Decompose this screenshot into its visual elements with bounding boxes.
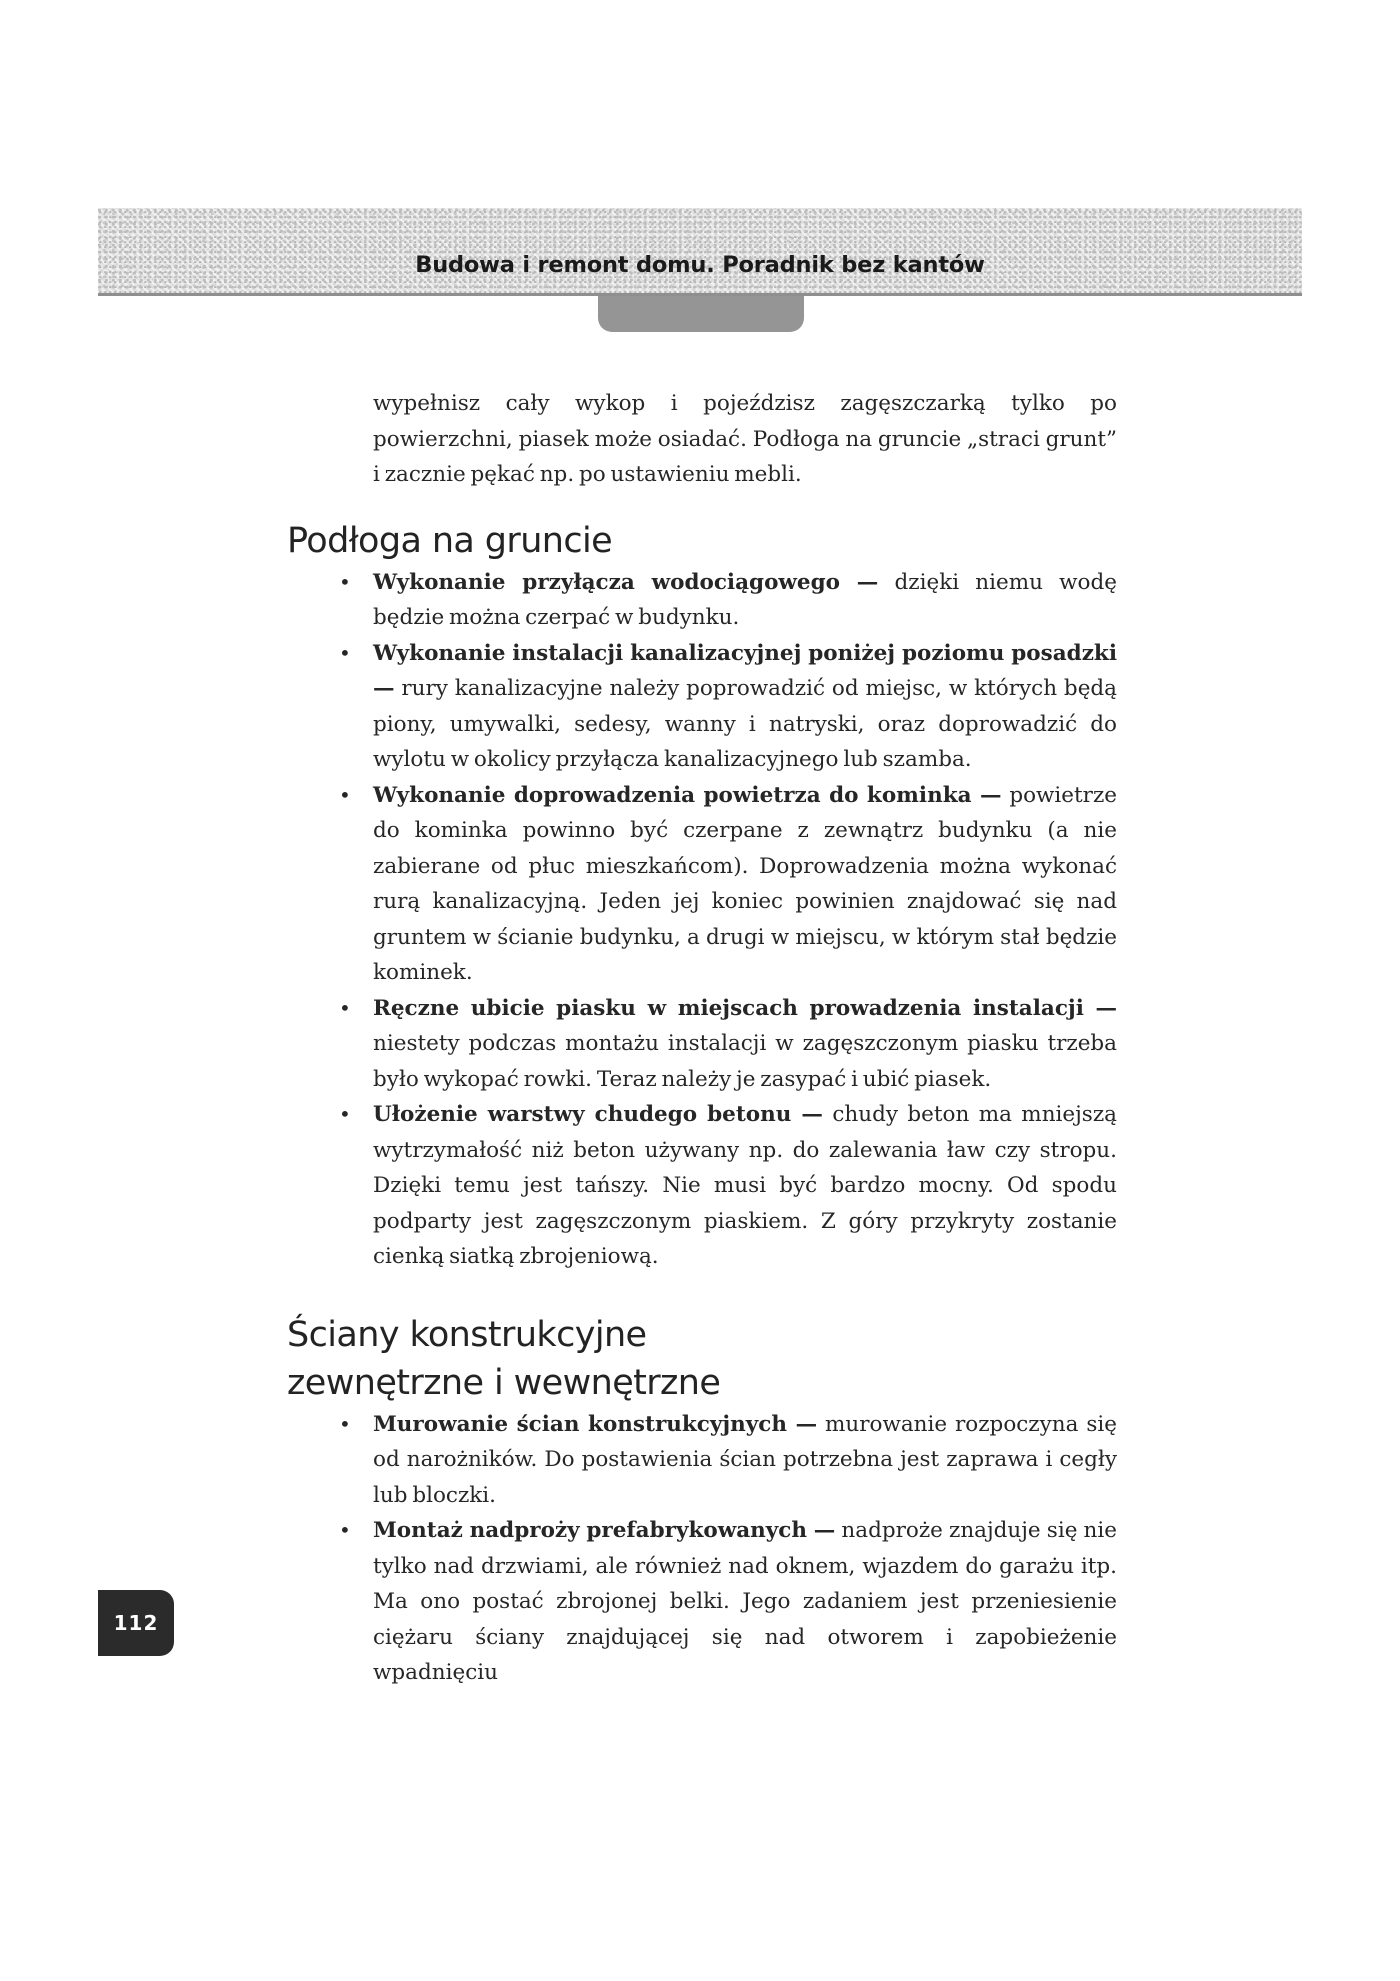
item-term: Wykonanie przyłącza wodociągowego — [373, 569, 879, 595]
list-item [339, 565, 1117, 636]
list-item [339, 1513, 1117, 1691]
bullet-icon: • [339, 569, 351, 594]
item-text: rury kanalizacyjne należy poprowadzić od miejsc, w których będą piony, umywalki, sedesy, wanny i natryski, oraz doprowadzić do wylotu w okolicy przyłącza kanalizacyjnego lub szamba. [373, 676, 1117, 772]
header-tab-decoration [598, 296, 804, 332]
bullet-icon: • [339, 995, 351, 1020]
item-text: powietrze do kominka powinno być czerpane z zewnątrz budynku (a nie zabierane od płuc mieszkańcom). Doprowadzenia można wykonać rurą kanalizacyjną. Jeden jej koniec powinien znajdować się nad gruntem w ścianie budynku, a drugi w miejscu, w którym stał będzie kominek. [373, 782, 1117, 985]
item-term: Ułożenie warstwy chudego betonu — [373, 1102, 823, 1127]
bullet-icon: • [339, 1411, 351, 1436]
item-term: Wykonanie doprowadzenia powietrza do kominka — [373, 782, 1002, 808]
item-term: Montaż nadproży prefabrykowanych — [373, 1518, 836, 1543]
walls-list [287, 1407, 1117, 1691]
list-item [339, 991, 1117, 1098]
item-text: chudy beton ma mniejszą wytrzymałość niż beton używany np. do zalewania ław czy stropu. Dzięki temu jest tańszy. Nie musi być bardzo mocny. Od spodu podparty jest zagęszczonym piaskiem. Z góry przykryty zostanie cienką siatką zbrojeniową. [373, 1102, 1117, 1269]
intro-paragraph: wypełnisz cały wykop i pojeździsz zagęszczarką tylko po powierzchni, piasek może osiadać. Podłoga na gruncie „straci grunt” i zacznie pękać np. po ustawieniu mebli. [373, 391, 1117, 487]
section-heading-line: Ściany konstrukcyjne [287, 1314, 647, 1355]
item-term: Murowanie ścian konstrukcyjnych — [373, 1411, 818, 1437]
section-heading-line: zewnętrzne i wewnętrzne [287, 1362, 721, 1403]
list-item [339, 636, 1117, 778]
page-content [287, 386, 1117, 1691]
item-text: murowanie rozpoczyna się od narożników. Do postawienia ścian potrzebna jest zaprawa i cegły lub bloczki. [373, 1411, 1117, 1508]
bullet-icon: • [339, 782, 351, 807]
item-term: Ręczne ubicie piasku w miejscach prowadzenia instalacji — [373, 995, 1117, 1021]
item-text: dzięki niemu wodę będzie można czerpać w budynku. [373, 569, 1117, 630]
intro-block [287, 386, 1117, 493]
bullet-icon: • [339, 1102, 351, 1126]
page-number: 112 [98, 1590, 174, 1656]
list-item [339, 1097, 1117, 1275]
section-heading-floor: Podłoga na gruncie [287, 520, 613, 561]
list-item [339, 1407, 1117, 1514]
section-heading-walls [287, 1311, 1117, 1407]
bullet-icon: • [339, 640, 351, 665]
item-term: Wykonanie instalacji kanalizacyjnej poniżej poziomu posadzki — [373, 640, 1117, 701]
list-item [339, 778, 1117, 991]
bullet-icon: • [339, 1518, 351, 1542]
book-title: Budowa i remont domu. Poradnik bez kantów [415, 252, 985, 278]
running-header [98, 208, 1302, 296]
item-text: niestety podczas montażu instalacji w zagęszczonym piasku trzeba było wykopać rowki. Teraz należy je zasypać i ubić piasek. [373, 1031, 1117, 1092]
item-text: nadproże znajduje się nie tylko nad drzwiami, ale również nad oknem, wjazdem do garażu itp. Ma ono postać zbrojonej belki. Jego zadaniem jest przeniesienie ciężaru ściany znajdującej się nad otworem i zapobieżenie wpadnięciu [373, 1518, 1117, 1685]
floor-list [287, 565, 1117, 1275]
